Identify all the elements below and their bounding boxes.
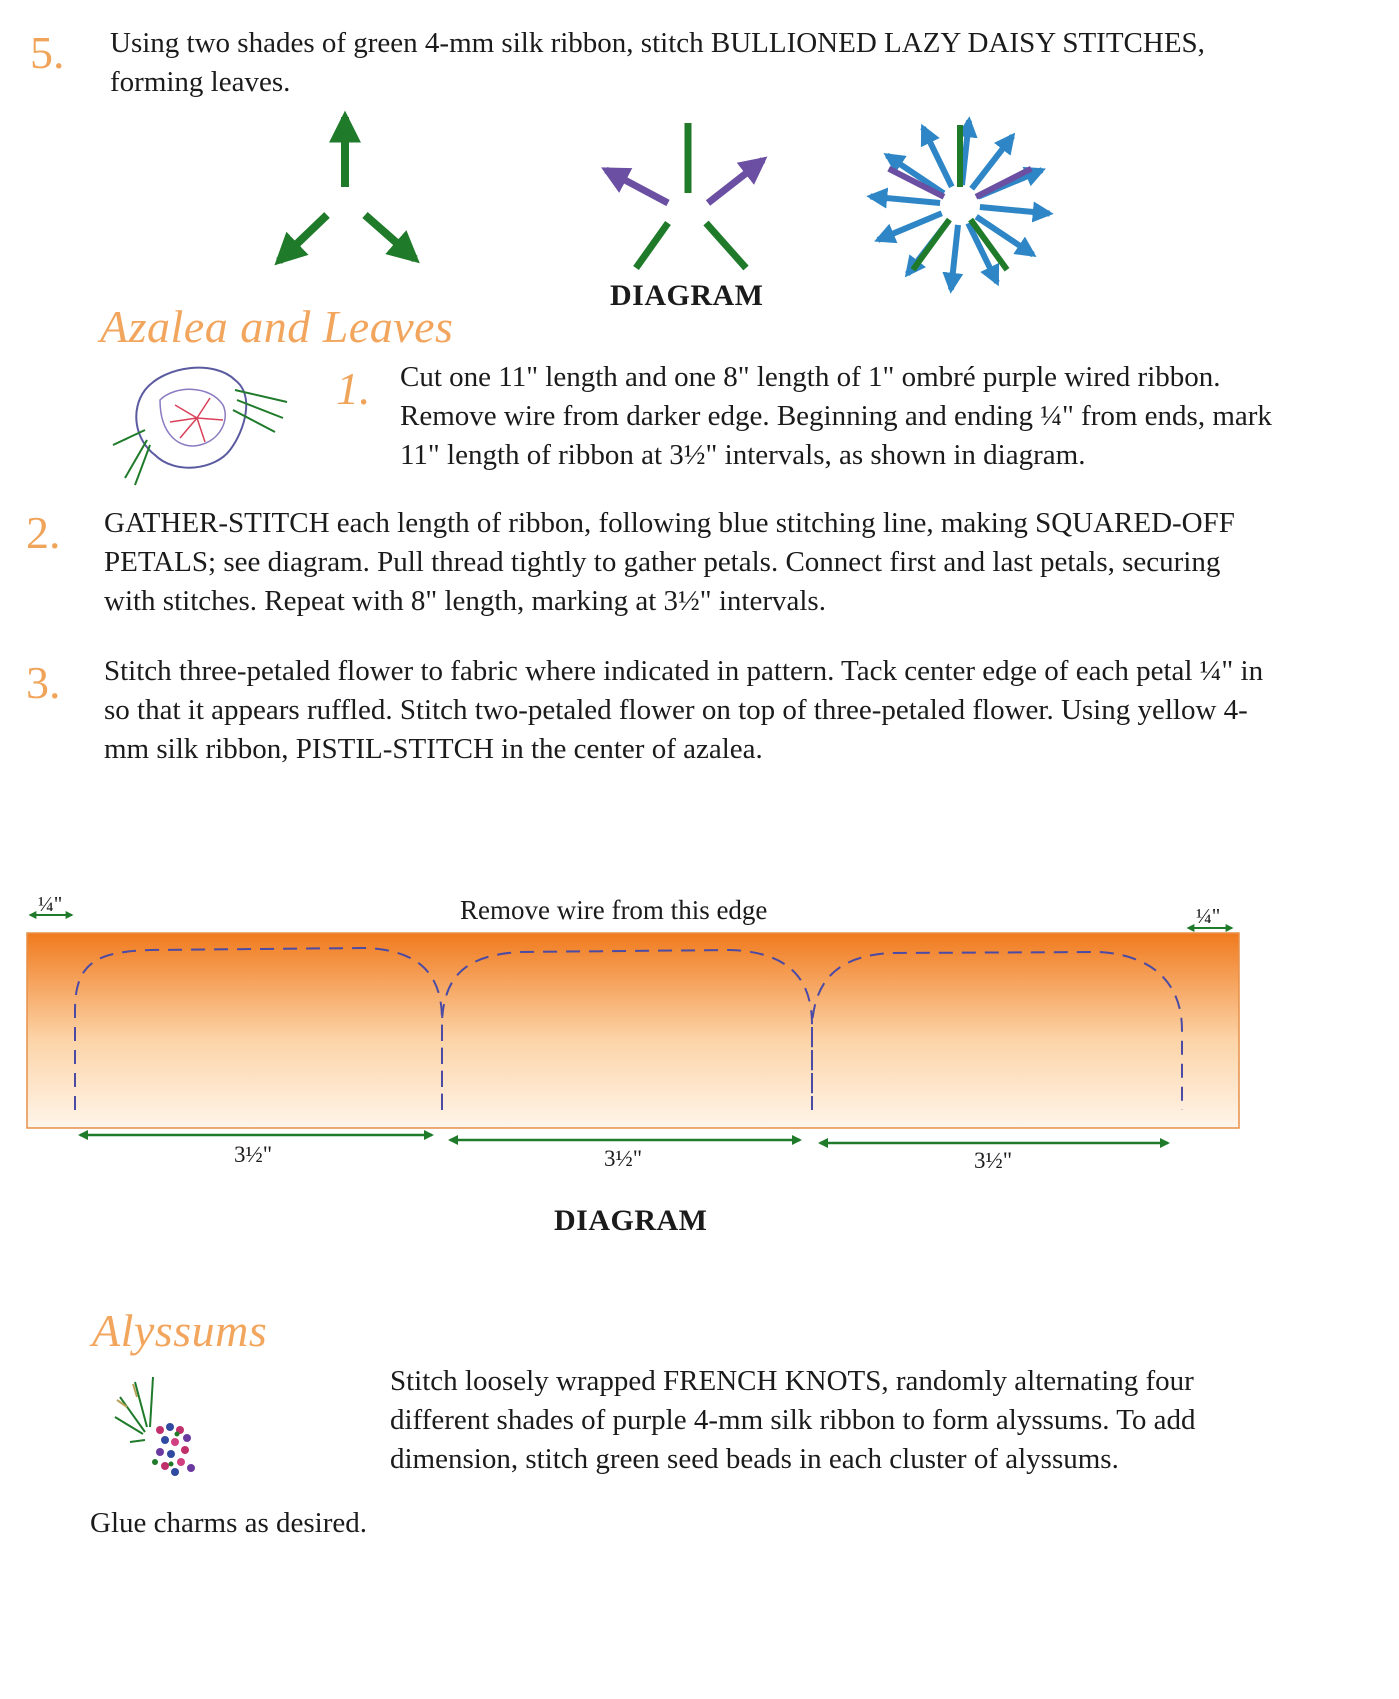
- step-5-number: 5.: [30, 27, 65, 78]
- radial-stitch-diagram: [860, 110, 1070, 310]
- azalea-heading: Azalea and Leaves: [100, 301, 454, 352]
- ribbon-diagram-label: DIAGRAM: [554, 1204, 708, 1237]
- azalea-step-3-number: 3.: [26, 657, 61, 708]
- lazy-daisy-diagram: [598, 118, 773, 278]
- interval-label-1: 3½": [234, 1142, 273, 1167]
- ribbon-edge-note: Remove wire from this edge: [460, 895, 768, 925]
- left-margin-label: ¼": [38, 892, 63, 916]
- ribbon-diagram: [0, 900, 1260, 1180]
- interval-label-2: 3½": [604, 1146, 643, 1171]
- alyssum-illustration: [105, 1372, 205, 1482]
- interval-label-3: 3½": [974, 1148, 1013, 1173]
- three-arrow-stitch-diagram: [265, 105, 435, 275]
- closing-text: Glue charms as desired.: [90, 1507, 368, 1539]
- azalea-step-2-text: GATHER-STITCH each length of ribbon, following blue stitching line, making SQUARED-OFF PETALS; see diagram. Pull thread tightly to gather petals. Connect first and last petals, securing with stitches. Repeat with 8" length, marking at 3½" intervals.: [104, 507, 1235, 617]
- azalea-step-3-text: Stitch three-petaled flower to fabric where indicated in pattern. Tack center edge of each petal ¼" in so that it appears ruffled. Stitch two-petaled flower on top of three-petaled flower. Using yellow 4-mm silk ribbon, PISTIL-STITCH in the center of azalea.: [104, 655, 1264, 765]
- step-5-text: Using two shades of green 4-mm silk ribbon, stitch BULLIONED LAZY DAISY STITCHES, forming leaves.: [110, 27, 1205, 98]
- azalea-flower-illustration: [105, 360, 295, 490]
- ribbon-strip: [27, 933, 1239, 1128]
- alyssums-heading: Alyssums: [92, 1305, 268, 1356]
- azalea-step-2-number: 2.: [26, 507, 61, 558]
- right-margin-label: ¼": [1196, 904, 1221, 928]
- top-diagram-label: DIAGRAM: [610, 279, 764, 312]
- azalea-step-1-number: 1.: [336, 363, 371, 414]
- alyssums-text: Stitch loosely wrapped FRENCH KNOTS, randomly alternating four different shades of purple 4-mm silk ribbon to form alyssums. To add dimension, stitch green seed beads in each cluster of alyssums.: [390, 1365, 1196, 1475]
- azalea-step-1-text: Cut one 11" length and one 8" length of 1" ombré purple wired ribbon. Remove wire from darker edge. Beginning and ending ¼" from ends, mark 11" length of ribbon at 3½" intervals, as shown in diagram.: [400, 361, 1272, 471]
